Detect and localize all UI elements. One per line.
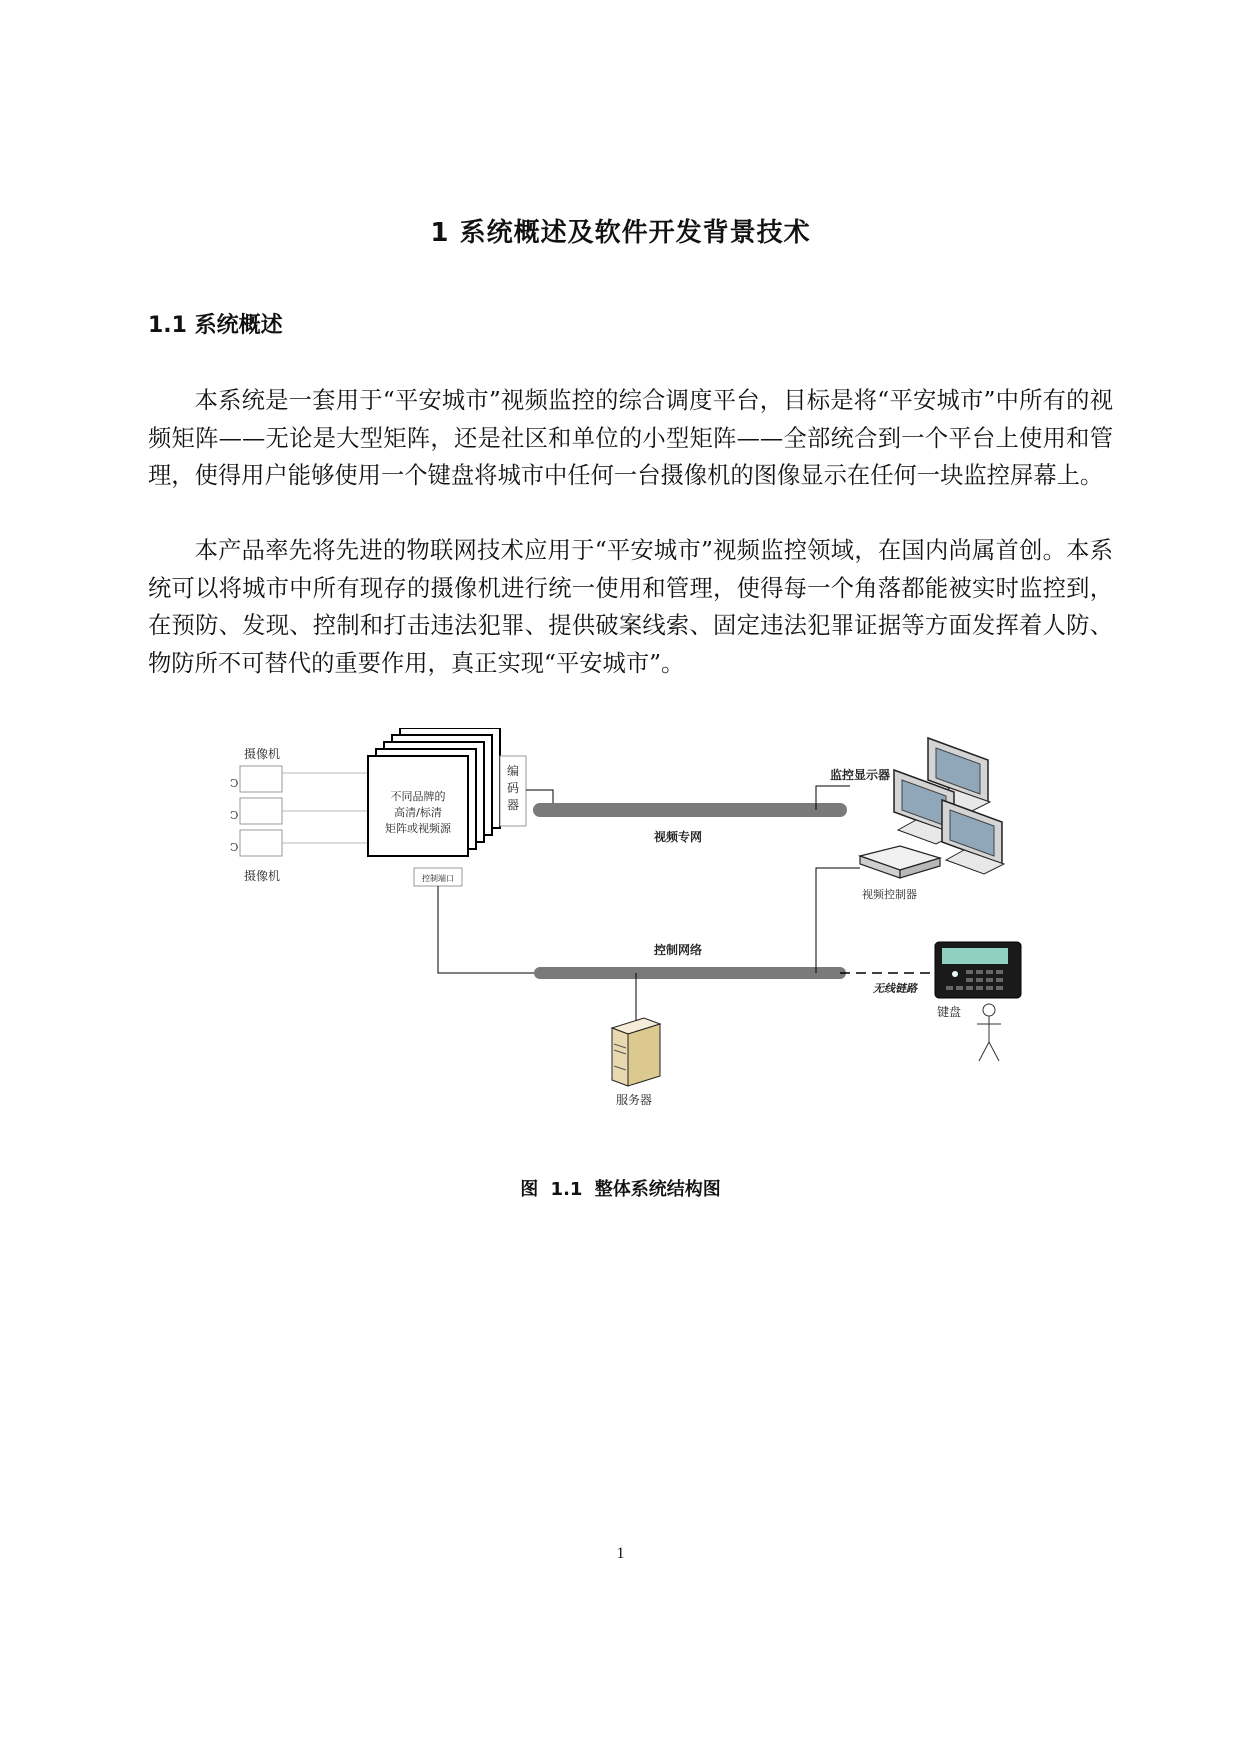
encoder-char-3: 器 — [506, 798, 520, 812]
matrix-stack — [368, 728, 500, 856]
encoder-box — [500, 756, 526, 826]
paragraph-1: 本系统是一套用于“平安城市”视频监控的综合调度平台，目标是将“平安城市”中所有的视频矩阵——无论是大型矩阵，还是社区和单位的小型矩阵——全部统合到一个平台上使用和管理，使得用户能够使用一个键盘将城市中任何一台摄像机的图像显示在任何一块监控屏幕上。 — [148, 387, 1113, 489]
video-network-label: 视频专网 — [653, 830, 703, 844]
page-number: 1 — [616, 1545, 625, 1562]
server-icon — [612, 1018, 660, 1086]
server-label: 服务器 — [615, 1093, 653, 1107]
matrix-label-line2: 高清/标清 — [394, 806, 442, 819]
camera-icon — [230, 830, 282, 856]
monitor-label: 监控显示器 — [830, 768, 891, 782]
operator-icon — [977, 1004, 1001, 1061]
keyboard-device-icon — [935, 942, 1021, 998]
control-network-label: 控制网络 — [653, 943, 703, 957]
control-port-label: 控制端口 — [422, 874, 454, 883]
matrix-label-line3: 矩阵或视频源 — [385, 822, 451, 835]
section-title: 1.1 系统概述 — [148, 313, 283, 338]
svg-text:Ͻ: Ͻ — [230, 777, 239, 790]
video-controller-label: 视频控制器 — [862, 888, 917, 901]
camera-icon — [230, 798, 282, 824]
system-architecture-diagram — [200, 728, 1100, 1148]
matrix-label-line1: 不同品牌的 — [390, 790, 446, 803]
camera-group — [230, 746, 375, 883]
encoder-char-1: 编 — [506, 764, 520, 778]
wireless-link-label: 无线链路 — [873, 982, 917, 995]
video-controller-icon — [860, 846, 940, 878]
figure-caption: 图 1.1 整体系统结构图 — [520, 1179, 721, 1200]
paragraph-2: 本产品率先将先进的物联网技术应用于“平安城市”视频监控领域，在国内尚属首创。本系统可以将城市中所有现存的摄像机进行统一使用和管理，使得每一个角落都能被实时监控到，在预防、发现、控制和打击违法犯罪、提供破案线索、固定违法犯罪证据等方面发挥着人防、物防所不可替代的重要作用，真正实现“平安城市”。 — [148, 537, 1113, 677]
camera-icon — [230, 766, 282, 792]
encoder-char-2: 码 — [506, 781, 520, 795]
camera-label-bottom: 摄像机 — [244, 869, 281, 883]
svg-text:Ͻ: Ͻ — [230, 841, 239, 854]
chapter-title: 1 系统概述及软件开发背景技术 — [430, 218, 811, 248]
svg-text:Ͻ: Ͻ — [230, 809, 239, 822]
monitor-icon — [942, 800, 1004, 874]
camera-label-top: 摄像机 — [244, 747, 281, 761]
keyboard-label: 键盘 — [937, 1005, 962, 1019]
